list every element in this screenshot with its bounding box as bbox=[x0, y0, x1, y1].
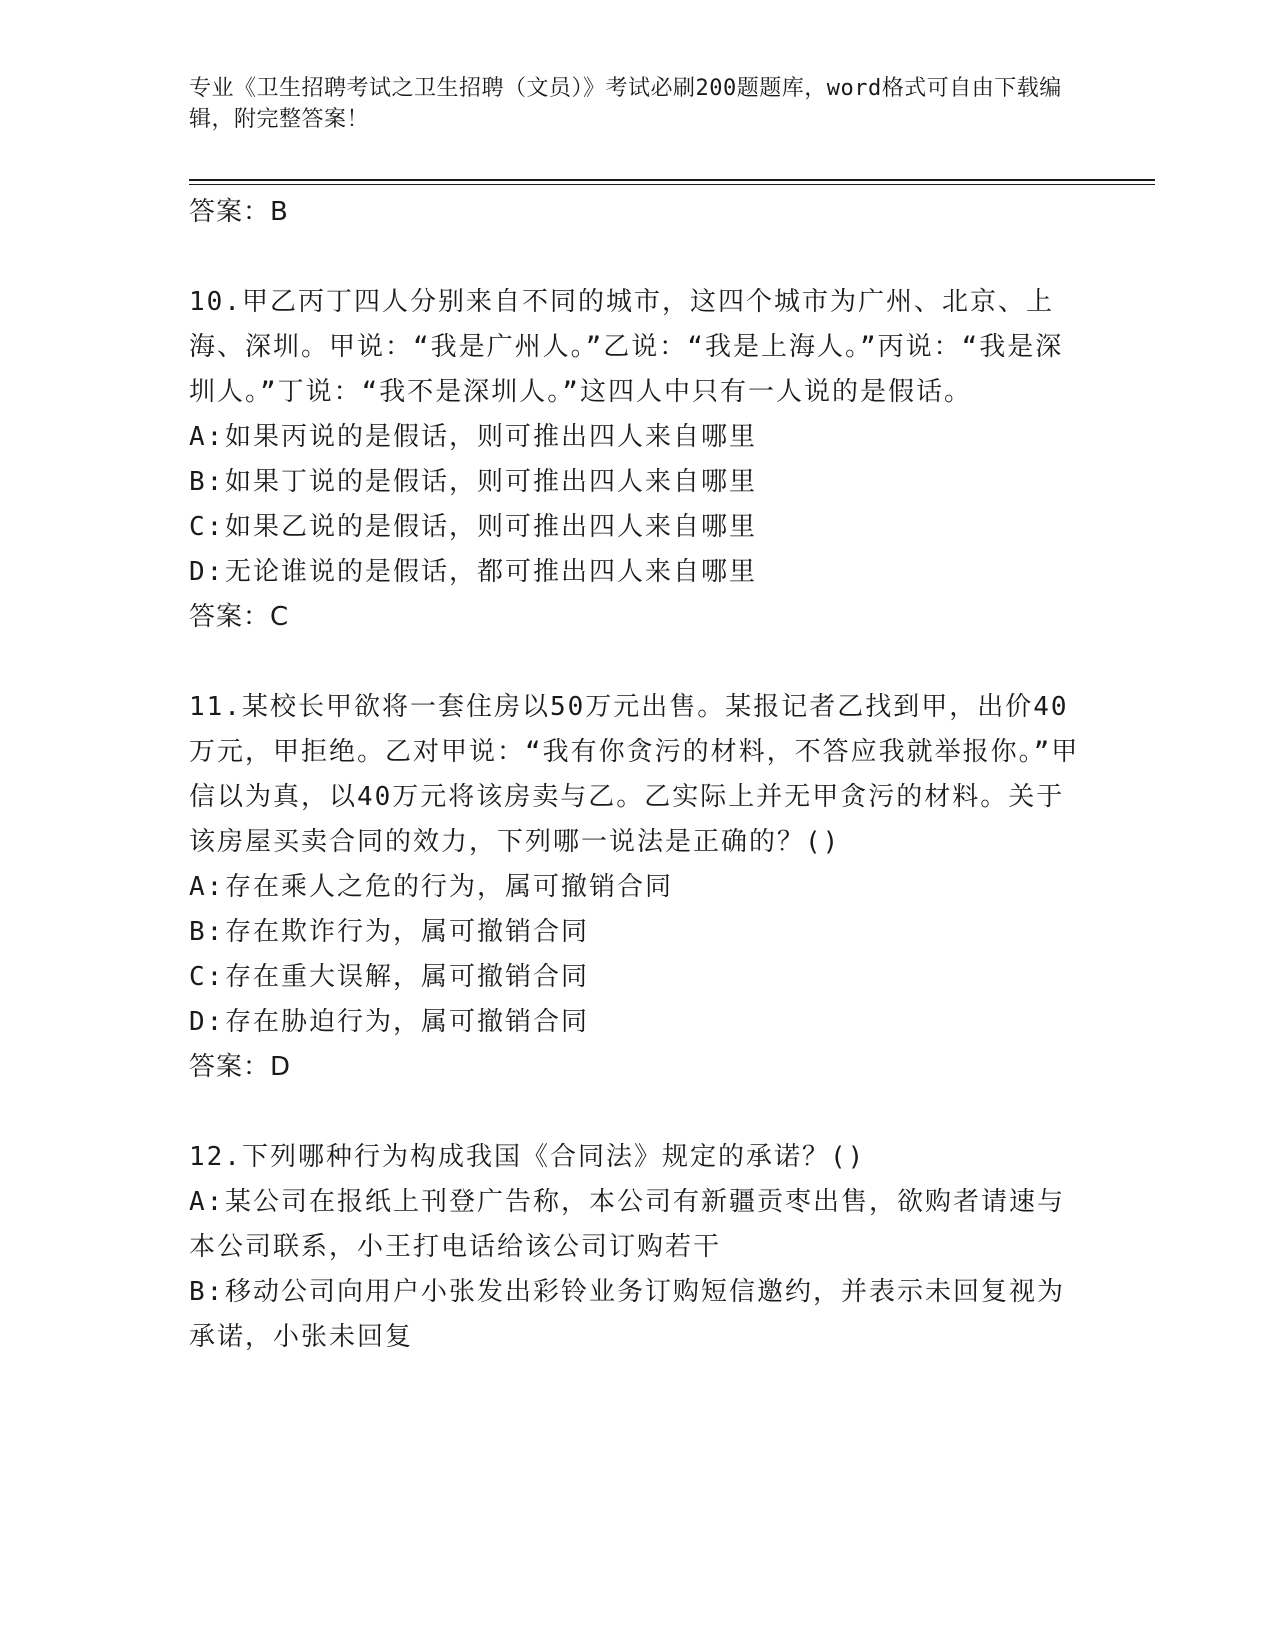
option-d bbox=[189, 550, 1089, 595]
option-key: D: bbox=[189, 1007, 225, 1037]
option-key: D: bbox=[189, 557, 225, 587]
option-key: C: bbox=[189, 512, 225, 542]
option-b bbox=[189, 910, 1089, 955]
option-b bbox=[189, 460, 1089, 505]
option-text: 无论谁说的是假话，都可推出四人来自哪里 bbox=[225, 557, 758, 587]
answer-line: 答案：B bbox=[189, 197, 289, 227]
option-b bbox=[189, 1270, 1089, 1360]
option-text: 存在重大误解，属可撤销合同 bbox=[225, 962, 590, 992]
option-key: B: bbox=[189, 467, 225, 497]
option-d bbox=[189, 1000, 1089, 1045]
option-text: 如果丙说的是假话，则可推出四人来自哪里 bbox=[225, 422, 758, 452]
question-12 bbox=[189, 1135, 1089, 1360]
option-c bbox=[189, 505, 1089, 550]
question-stem: 11.某校长甲欲将一套住房以50万元出售。某报记者乙找到甲，出价40万元，甲拒绝。乙对甲说：“我有你贪污的材料，不答应我就举报你。”甲信以为真，以40万元将该房卖与乙。乙实际上并无甲贪污的材料。关于该房屋买卖合同的效力，下列哪一说法是正确的？() bbox=[189, 692, 1080, 857]
question-stem: 10.甲乙丙丁四人分别来自不同的城市，这四个城市为广州、北京、上海、深圳。甲说：“我是广州人。”乙说：“我是上海人。”丙说：“我是深圳人。”丁说：“我不是深圳人。”这四人中只有一人说的是假话。 bbox=[189, 287, 1064, 407]
option-text: 如果乙说的是假话，则可推出四人来自哪里 bbox=[225, 512, 758, 542]
option-a bbox=[189, 865, 1089, 910]
option-c bbox=[189, 955, 1089, 1000]
header-divider-thin bbox=[189, 184, 1155, 185]
option-a bbox=[189, 1180, 1089, 1270]
option-text: 移动公司向用户小张发出彩铃业务订购短信邀约，并表示未回复视为承诺，小张未回复 bbox=[189, 1277, 1066, 1352]
header-text: 专业《卫生招聘考试之卫生招聘（文员）》考试必刷200题题库，word格式可自由下载编辑，附完整答案！ bbox=[189, 76, 1062, 132]
question-10 bbox=[189, 280, 1089, 640]
option-key: A: bbox=[189, 422, 225, 452]
header-divider-thick bbox=[189, 179, 1155, 181]
option-text: 存在胁迫行为，属可撤销合同 bbox=[225, 1007, 590, 1037]
option-key: A: bbox=[189, 1187, 225, 1217]
question-11 bbox=[189, 685, 1089, 1090]
option-key: C: bbox=[189, 962, 225, 992]
document-header bbox=[189, 73, 1069, 135]
option-text: 存在乘人之危的行为，属可撤销合同 bbox=[225, 872, 674, 902]
answer-line: 答案：D bbox=[189, 1052, 292, 1082]
option-a bbox=[189, 415, 1089, 460]
option-text: 存在欺诈行为，属可撤销合同 bbox=[225, 917, 590, 947]
option-text: 如果丁说的是假话，则可推出四人来自哪里 bbox=[225, 467, 758, 497]
question-list bbox=[189, 190, 1089, 1360]
option-key: A: bbox=[189, 872, 225, 902]
answer-line: 答案：C bbox=[189, 602, 290, 632]
option-text: 某公司在报纸上刊登广告称，本公司有新疆贡枣出售，欲购者请速与本公司联系，小王打电话给该公司订购若干 bbox=[189, 1187, 1066, 1262]
question-stem: 12.下列哪种行为构成我国《合同法》规定的承诺？() bbox=[189, 1142, 866, 1172]
option-key: B: bbox=[189, 1277, 225, 1307]
spacer bbox=[189, 640, 1089, 685]
option-key: B: bbox=[189, 917, 225, 947]
spacer bbox=[189, 1090, 1089, 1135]
spacer bbox=[189, 235, 1089, 280]
